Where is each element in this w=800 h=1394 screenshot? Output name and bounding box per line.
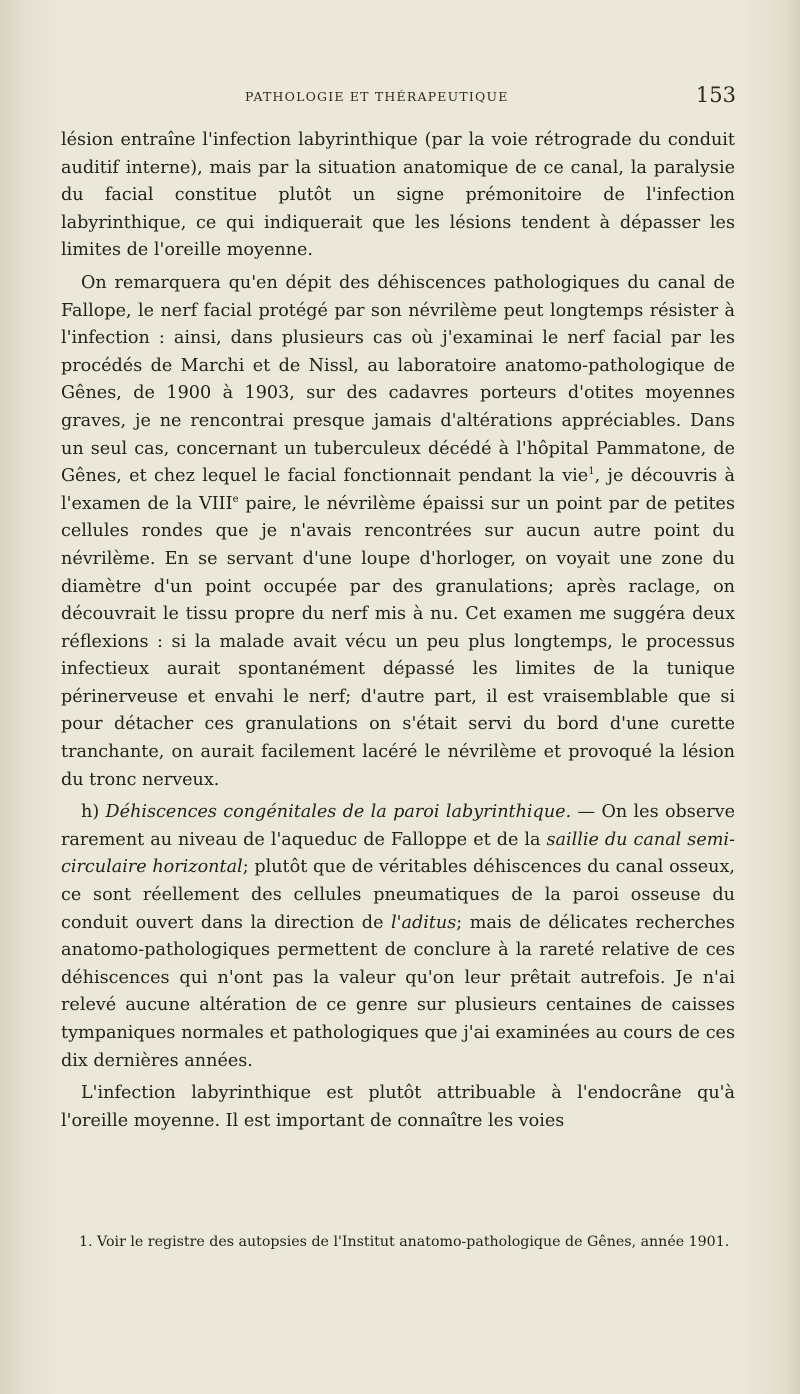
italic-term-aditus: l'aditus [391,912,457,933]
paragraph-facial-nerve [61,270,735,794]
paragraph-2-text-a: On remarquera qu'en dépit des déhiscences pathologiques du canal de Fallope, le nerf facial protégé par son névrilème peut longtemps résister à l'infection : ainsi, dans plusieurs cas où j'examinai le nerf facial par les procédés de Marchi et de Nissl, au laboratoire anatomo-pathologique de Gênes, de 1900 à 1903, sur des cadavres porteurs d'otites moyennes graves, je ne rencontrai presque jamais d'altérations appréciables. Dans un seul cas, concernant un tuberculeux décédé à l'hôpital Pammatone, de Gênes, et chez lequel le facial fonctionnait pendant la vie [61,272,735,487]
paragraph-3-text-a: — On les observe rarement au niveau de l'aqueduc de Falloppe et de la [61,802,736,850]
superscript-e: e [232,493,239,505]
footnote-1: 1. Voir le registre des autopsies de l'Institut anatomo-pathologique de Gênes, année 1901. [79,1234,730,1250]
running-title: PATHOLOGIE ET THÉRAPEUTIQUE [245,89,509,104]
page-header [60,83,736,113]
paragraph-3-text-c: ; mais de délicates recherches anatomo-pathologiques permettent de conclure à la rareté relative de ces déhiscences qui n'ont pas la valeur qu'on leur prêtait autrefois. Je n'ai relevé aucune altération de ce genre sur plusieurs centaines de caisses tympaniques normales et pathologiques que j'ai examinées au cours de ces dix dernières années. [61,912,735,1071]
paragraph-labyrinth-infection [61,1080,735,1135]
body-text [61,127,735,1135]
section-label: h) [81,802,106,823]
paragraph-3-text-b: ; plutôt que de véritables déhiscences du canal osseux, ce sont réellement des cellules pneumatiques de la paroi osseuse du conduit ouvert dans la direction de [61,857,735,933]
paragraph-1-text: lésion entraîne l'infection labyrinthique (par la voie rétrograde du conduit auditif interne), mais par la situation anatomique de ce canal, la paralysie du facial constitue plutôt un signe prémonitoire de l'infection labyrinthique, ce qui indiquerait que les lésions tendent à dépasser les limites de l'oreille moyenne. [61,130,735,261]
paragraph-continuation [61,127,735,265]
footnotes [61,1232,735,1253]
italic-term-saillie: saillie du canal semi-circulaire horizontal [61,829,736,878]
paragraph-2-text-b: , je découvris à l'examen de la VIII [61,466,735,514]
footnote-marker: 1 [588,466,595,478]
page-number: 153 [695,83,736,107]
paragraph-4-text: L'infection labyrinthique est plutôt attribuable à l'endocrâne qu'à l'oreille moyenne. Il est important de connaître les voies [61,1083,735,1131]
paragraph-2-text-c: paire, le névrilème épaissi sur un point par de petites cellules rondes que je n'avais rencontrées sur aucun autre point du névrilème. En se servant d'une loupe d'horloger, on voyait une zone du diamètre d'un point occupée par des granulations; après raclage, on découvrait le tissu propre du nerf mis à nu. Cet examen me suggéra deux réflexions : si la malade avait vécu un peu plus longtemps, le processus infectieux aurait spontanément dépassé les limites de la tunique périnerveuse et envahi le nerf; d'autre part, il est vraisemblable que si pour détacher ces granulations on s'était servi du bord d'une curette tranchante, on aurait facilement lacéré le névrilème et provoqué la lésion du tronc nerveux. [61,493,735,790]
section-heading: Déhiscences congénitales de la paroi labyrinthique. [105,802,572,823]
paragraph-dehiscences [61,799,735,1075]
